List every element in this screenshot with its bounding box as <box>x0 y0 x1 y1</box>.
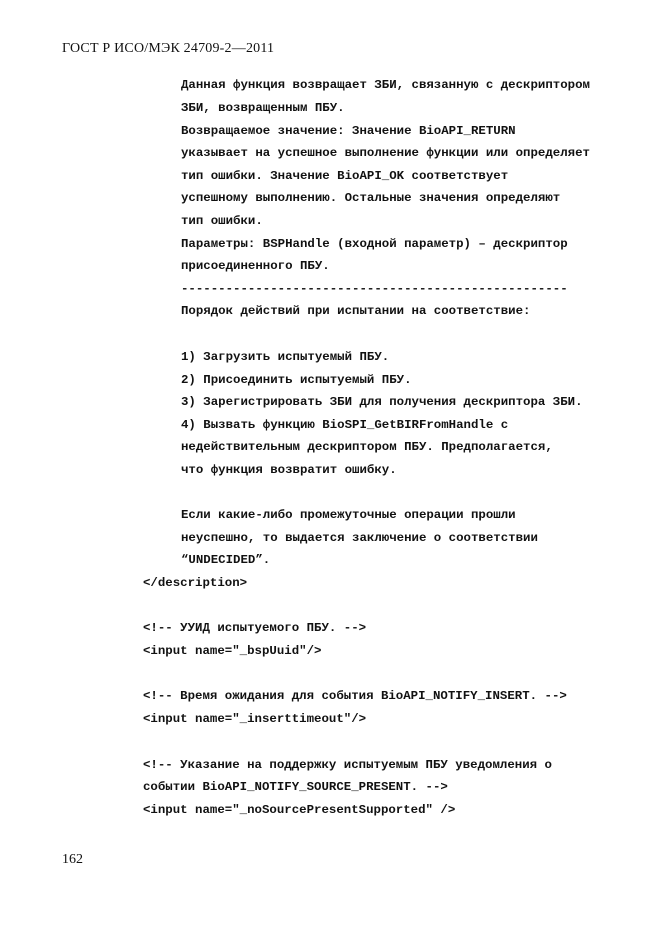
code-line: Данная функция возвращает ЗБИ, связанную с дескриптором <box>181 78 590 92</box>
code-line: тип ошибки. Значение BioAPI_OK соответствует <box>181 169 509 183</box>
code-line: Возвращаемое значение: Значение BioAPI_RETURN <box>181 124 516 138</box>
code-line: 2) Присоединить испытуемый ПБУ. <box>181 373 412 387</box>
code-separator: ---------------------------------------------------- <box>181 282 568 296</box>
code-line: 1) Загрузить испытуемый ПБУ. <box>181 350 390 364</box>
code-line: <input name="_inserttimeout"/> <box>143 712 367 726</box>
code-line: что функция возвратит ошибку. <box>181 463 397 477</box>
code-line: недействительным дескриптором ПБУ. Предполагается, <box>181 440 553 454</box>
code-line: неуспешно, то выдается заключение о соответствии <box>181 531 538 545</box>
code-comment: <!-- Указание на поддержку испытуемым ПБУ уведомления о <box>143 758 552 772</box>
page-number: 162 <box>62 852 83 867</box>
code-line: успешному выполнению. Остальные значения определяют <box>181 191 561 205</box>
code-line: Параметры: BSPHandle (входной параметр) – дескриптор <box>181 237 568 251</box>
document-header: ГОСТ Р ИСО/МЭК 24709-2—2011 <box>62 41 275 56</box>
code-line: </description> <box>143 576 248 590</box>
code-line: указывает на успешное выполнение функции или определяет <box>181 146 590 160</box>
code-line: 3) Зарегистрировать ЗБИ для получения дескриптора ЗБИ. <box>181 395 583 409</box>
code-line: Если какие-либо промежуточные операции прошли <box>181 508 516 522</box>
code-comment: событии BioAPI_NOTIFY_SOURCE_PRESENT. --> <box>143 780 448 794</box>
code-comment: <!-- Время ожидания для события BioAPI_NOTIFY_INSERT. --> <box>143 689 567 703</box>
code-line: Порядок действий при испытании на соответствие: <box>181 304 531 318</box>
code-line: присоединенного ПБУ. <box>181 259 330 273</box>
code-comment: <!-- УУИД испытуемого ПБУ. --> <box>143 621 367 635</box>
code-line: ЗБИ, возвращенным ПБУ. <box>181 101 345 115</box>
code-line: <input name="_noSourcePresentSupported" /> <box>143 803 456 817</box>
code-line: <input name="_bspUuid"/> <box>143 644 322 658</box>
code-line: 4) Вызвать функцию BioSPI_GetBIRFromHandle с <box>181 418 509 432</box>
code-line: “UNDECIDED”. <box>181 553 271 567</box>
code-line: тип ошибки. <box>181 214 263 228</box>
